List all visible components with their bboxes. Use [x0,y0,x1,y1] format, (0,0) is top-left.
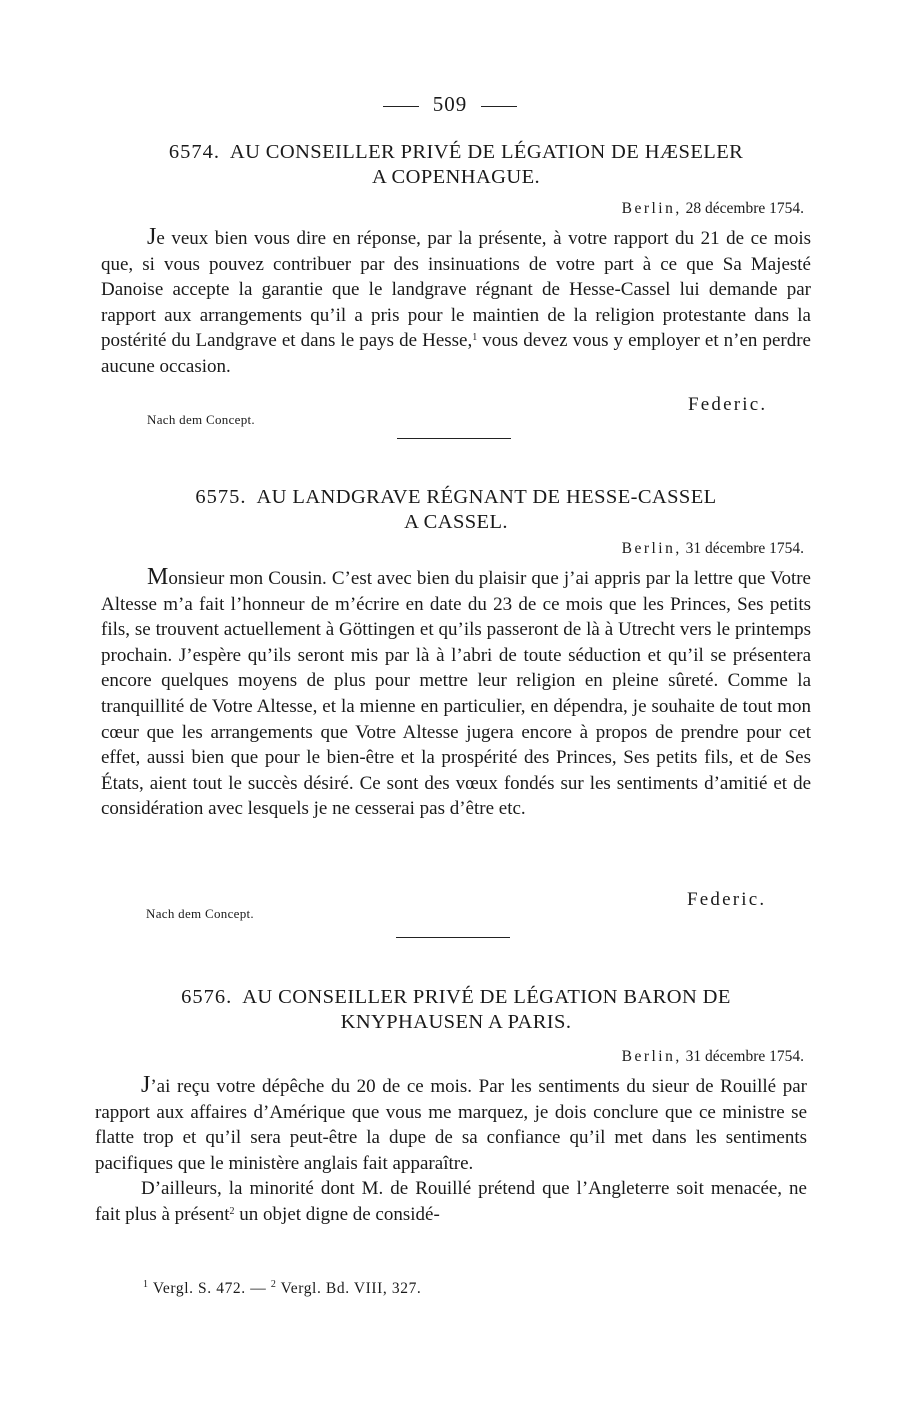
page-number-text: 509 [432,92,468,116]
letter-6574-body [101,225,811,380]
initial-letter: M [147,564,169,590]
footnote-marker: 1 [143,1279,149,1290]
paragraph [101,225,811,380]
paragraph-text: D’ailleurs, la minorité dont M. de Rouillé prétend que l’Angleterre soit menacée, ne fait plus à présent [95,1178,807,1225]
date-text: 31 décembre 1754. [685,540,804,557]
date-place: Berlin, [621,200,682,217]
paragraph-text: un objet digne de considé- [234,1203,440,1225]
footnote-marker: 2 [270,1279,277,1290]
letter-number: 6576. [181,986,233,1008]
paragraph [95,1073,807,1176]
footnote-text: Vergl. S. 472. [152,1280,246,1297]
separator-rule [397,438,511,439]
footnote-ref: 1 [472,332,478,344]
letter-6574-signature: Federic. [688,394,768,415]
separator-rule [396,937,510,938]
date-text: 31 décembre 1754. [685,1048,804,1065]
paragraph-text: onsieur mon Cousin. C’est avec bien du plaisir que j’ai appris par la lettre que Votre Altesse m’a fait l’honneur de m’écrire en date du 23 de ce mois que les Princes, Ses petits fils, se trouvent actuellement à Göttingen et qu’ils passeront de là à Utrecht vers le printemps prochain. J’espère qu’ils seront mis par là à l’abri de toute séduction et qu’il se présentera encore quelques moyens de plus pour mettre leur religion en pleine sûreté. Comme la tranquillité de Votre Altesse, et la mienne en particulier, en dépendra, je souhaite de tout mon cœur que les arrangements que Votre Altesse jugera encore à propos de prendre pour cet effet, aussi bien que pour le bien-être et la prospérité des Princes, Ses petits fils, et de Ses États, aient tout le succès désiré. Ce sont des vœux fondés sur les sentiments d’amitié et de considération avec lesquels je ne cesserai pas d’être etc. [101,568,811,820]
footnote-ref: 2 [229,1205,235,1217]
page-number-dash-left [383,106,419,107]
letter-6574-heading [96,140,816,190]
heading-line-2: A CASSEL. [404,511,508,533]
footnote-separator: — [250,1280,267,1297]
paragraph [101,565,811,822]
date-place: Berlin, [621,540,682,557]
page-number [0,92,900,117]
letter-number: 6574. [168,141,220,163]
letter-6575-body [101,565,811,822]
heading-line-1: AU CONSEILLER PRIVÉ DE LÉGATION DE HÆSELER [229,141,744,163]
letter-6575-source: Nach dem Concept. [146,906,254,921]
footnotes [143,1280,421,1298]
date-place: Berlin, [621,1048,682,1065]
letter-6575-signature: Federic. [687,889,767,910]
letter-6575-dateline [622,540,804,558]
page-number-dash-right [481,106,517,107]
initial-letter: J [141,1072,151,1098]
letter-6576-body [95,1073,807,1228]
footnote-text: Vergl. Bd. VIII, 327. [280,1280,422,1297]
paragraph-text: vous devez vous y employer et n’en perdre aucune occasion. [101,330,811,377]
letter-number: 6575. [195,486,247,508]
paragraph-text: e veux bien vous dire en réponse, par la présente, à votre rapport du 21 de ce mois que, si vous pouvez contribuer par des insinuations de votre part à ce que Sa Majesté Danoise accepte la garantie que le landgrave régnant de Hesse-Cassel lui demande par rapport aux arrangements qu’il a pris pour le maintien de la religion protestante dans la postérité du Landgrave et dans le pays de Hesse, [101,228,811,352]
letter-6576-dateline [622,1048,804,1066]
heading-line-1: AU CONSEILLER PRIVÉ DE LÉGATION BARON DE [242,986,731,1008]
initial-letter: J [147,224,157,250]
paragraph-text: ’ai reçu votre dépêche du 20 de ce mois. Par les sentiments du sieur de Rouillé par rapport aux affaires d’Amérique que vous me marquez, je dois conclure que ce ministre se flatte trop et qu’il sera peut-être la dupe de sa confiance qu’il met dans les sentiments pacifiques que le ministère anglais fait apparaître. [95,1076,807,1174]
heading-line-2: KNYPHAUSEN A PARIS. [340,1011,572,1033]
letter-6576-heading [96,985,816,1035]
paragraph [95,1176,807,1227]
heading-line-1: AU LANDGRAVE RÉGNANT DE HESSE-CASSEL [256,486,717,508]
letter-6574-source: Nach dem Concept. [147,412,255,427]
letter-6574-dateline [622,200,804,218]
date-text: 28 décembre 1754. [685,200,804,217]
letter-6575-heading [96,485,816,535]
heading-line-2: A COPENHAGUE. [371,166,541,188]
